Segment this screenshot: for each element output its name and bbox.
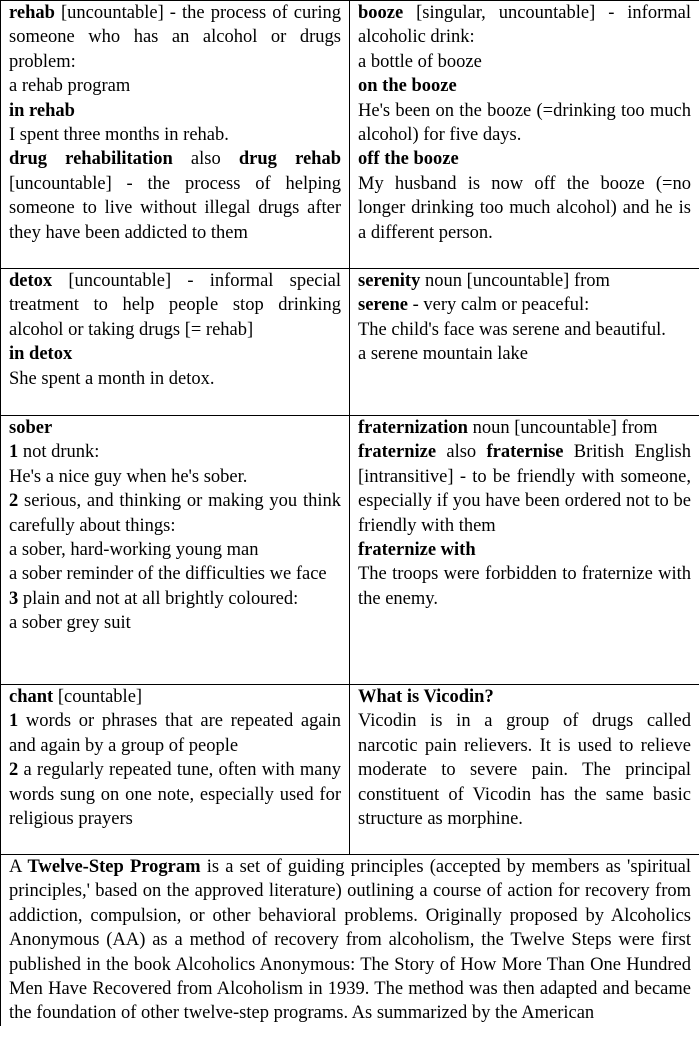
sense-3: [9, 587, 341, 611]
table-row: [1, 1, 699, 269]
sense-1: [9, 709, 341, 758]
example-text: She spent a month in detox.: [9, 368, 215, 389]
headword-twelve-step-program: Twelve-Step Program: [27, 857, 201, 877]
definition-text: serious, and thinking or making you think carefully about things:: [9, 491, 341, 536]
sense-number: 2: [9, 491, 19, 512]
definition-text: noun [uncountable] from: [467, 418, 658, 438]
definition-text: [uncountable] - informal special treatment to help people stop drinking alcohol or taking drugs [= rehab]: [9, 271, 341, 340]
example-text: a sober, hard-working young man: [9, 540, 259, 561]
example-text: a sober reminder of the difficulties we face: [9, 564, 327, 585]
table-row: [1, 269, 699, 416]
table-row: [1, 685, 699, 855]
headword-fraternization: fraternization: [358, 418, 468, 438]
also-text: also: [436, 442, 487, 463]
entry-chant: [1, 685, 350, 855]
sense-1: [9, 440, 341, 464]
headword-fraternize: fraternize: [358, 442, 437, 463]
definition-text: - very calm or peaceful:: [408, 295, 590, 316]
headword-sober: sober: [9, 418, 53, 438]
definition-block: [358, 293, 691, 317]
entry-rehab: [1, 1, 350, 269]
definition-text: [uncountable] - the process of curing someone who has an alcohol or drugs problem:: [9, 3, 341, 72]
example-text: The child's face was serene and beautiful.: [358, 319, 666, 340]
phrase-off-the-booze: off the booze: [358, 149, 459, 170]
definition-block: [9, 147, 341, 245]
example-text: My husband is now off the booze (=no longer drinking too much alcohol) and he is a different person.: [358, 173, 691, 243]
entry-serenity: [350, 269, 699, 416]
example-text: a serene mountain lake: [358, 344, 529, 365]
example-text: a rehab program: [9, 76, 131, 97]
example-text: The troops were forbidden to fraternize with the enemy.: [358, 564, 691, 609]
definition-text: not drunk:: [18, 442, 100, 463]
sense-2: [9, 758, 341, 831]
phrase-in-detox: in detox: [9, 344, 73, 365]
headword-drug-rehab: drug rehab: [238, 149, 341, 170]
entry-detox: [1, 269, 350, 416]
definition-text: [singular, uncountable] - informal alcoholic drink:: [358, 3, 691, 48]
definition-text: [uncountable] - the process of helping someone to live without illegal drugs after they have been addicted to them: [9, 173, 341, 243]
entry-fraternization: [350, 416, 699, 685]
vicodin-text: Vicodin is in a group of drugs called narcotic pain relievers. It is used to relieve moderate to severe pain. The principal constituent of Vicodin has the same basic structure as morphine.: [358, 711, 691, 830]
table-row: [1, 416, 699, 685]
definition-text: words or phrases that are repeated again and again by a group of people: [9, 711, 341, 756]
paragraph-text: is a set of guiding principles (accepted by members as 'spiritual principles,' based on the approved literature) outlining a course of action for recovery from addiction, compulsion, or other behavioral problems. Originally proposed by Alcoholics Anonymous (AA) as a method of recovery from alcoholism, the Twelve Steps were first published in the book Alcoholics Anonymous: The Story of How More Than One Hundred Men Have Recovered from Alcoholism in 1939. The method was then adapted and became the foundation of other twelve-step programs. As summarized by the American: [9, 857, 691, 1024]
vicodin-heading: What is Vicodin?: [358, 687, 494, 707]
example-text: a sober grey suit: [9, 613, 131, 634]
definition-block: [358, 440, 691, 538]
sense-number: 3: [9, 588, 19, 609]
headword-fraternise: fraternise: [486, 442, 564, 463]
lead-text: A: [9, 857, 28, 877]
headword-serene: serene: [358, 295, 408, 316]
definition-text: noun [uncountable] from: [420, 271, 610, 291]
example-text: He's a nice guy when he's sober.: [9, 466, 248, 487]
definition-text: British English [intransitive] - to be friendly with someone, especially if you have been ordered not to be friendly with them: [358, 442, 691, 536]
twelve-step-paragraph: [1, 855, 699, 1026]
entry-sober: [1, 416, 350, 685]
sense-number: 2: [9, 760, 19, 781]
table-row: [1, 855, 699, 1026]
phrase-on-the-booze: on the booze: [358, 76, 457, 97]
phrase-in-rehab: in rehab: [9, 100, 75, 121]
sense-number: 1: [9, 711, 19, 732]
example-text: I spent three months in rehab.: [9, 125, 229, 146]
sense-number: 1: [9, 442, 19, 463]
headword-serenity: serenity: [358, 271, 421, 291]
example-text: He's been on the booze (=drinking too much alcohol) for five days.: [358, 100, 691, 146]
entry-booze: [350, 1, 699, 269]
headword-line: [9, 685, 341, 709]
headword-rehab: rehab: [9, 3, 55, 23]
entry-vicodin: [350, 685, 699, 855]
definition-text: a regularly repeated tune, often with many words sung on one note, especially used for religious prayers: [9, 760, 341, 830]
headword-booze: booze: [358, 3, 404, 23]
example-text: a bottle of booze: [358, 51, 482, 72]
definition-text: [countable]: [53, 687, 143, 707]
headword-chant: chant: [9, 687, 54, 707]
headword-detox: detox: [9, 271, 53, 291]
definition-text: plain and not at all brightly coloured:: [18, 588, 299, 609]
also-text: also: [172, 149, 239, 170]
headword-drug-rehabilitation: drug rehabilitation: [9, 149, 173, 170]
sense-2: [9, 489, 341, 538]
phrase-fraternize-with: fraternize with: [358, 540, 476, 561]
